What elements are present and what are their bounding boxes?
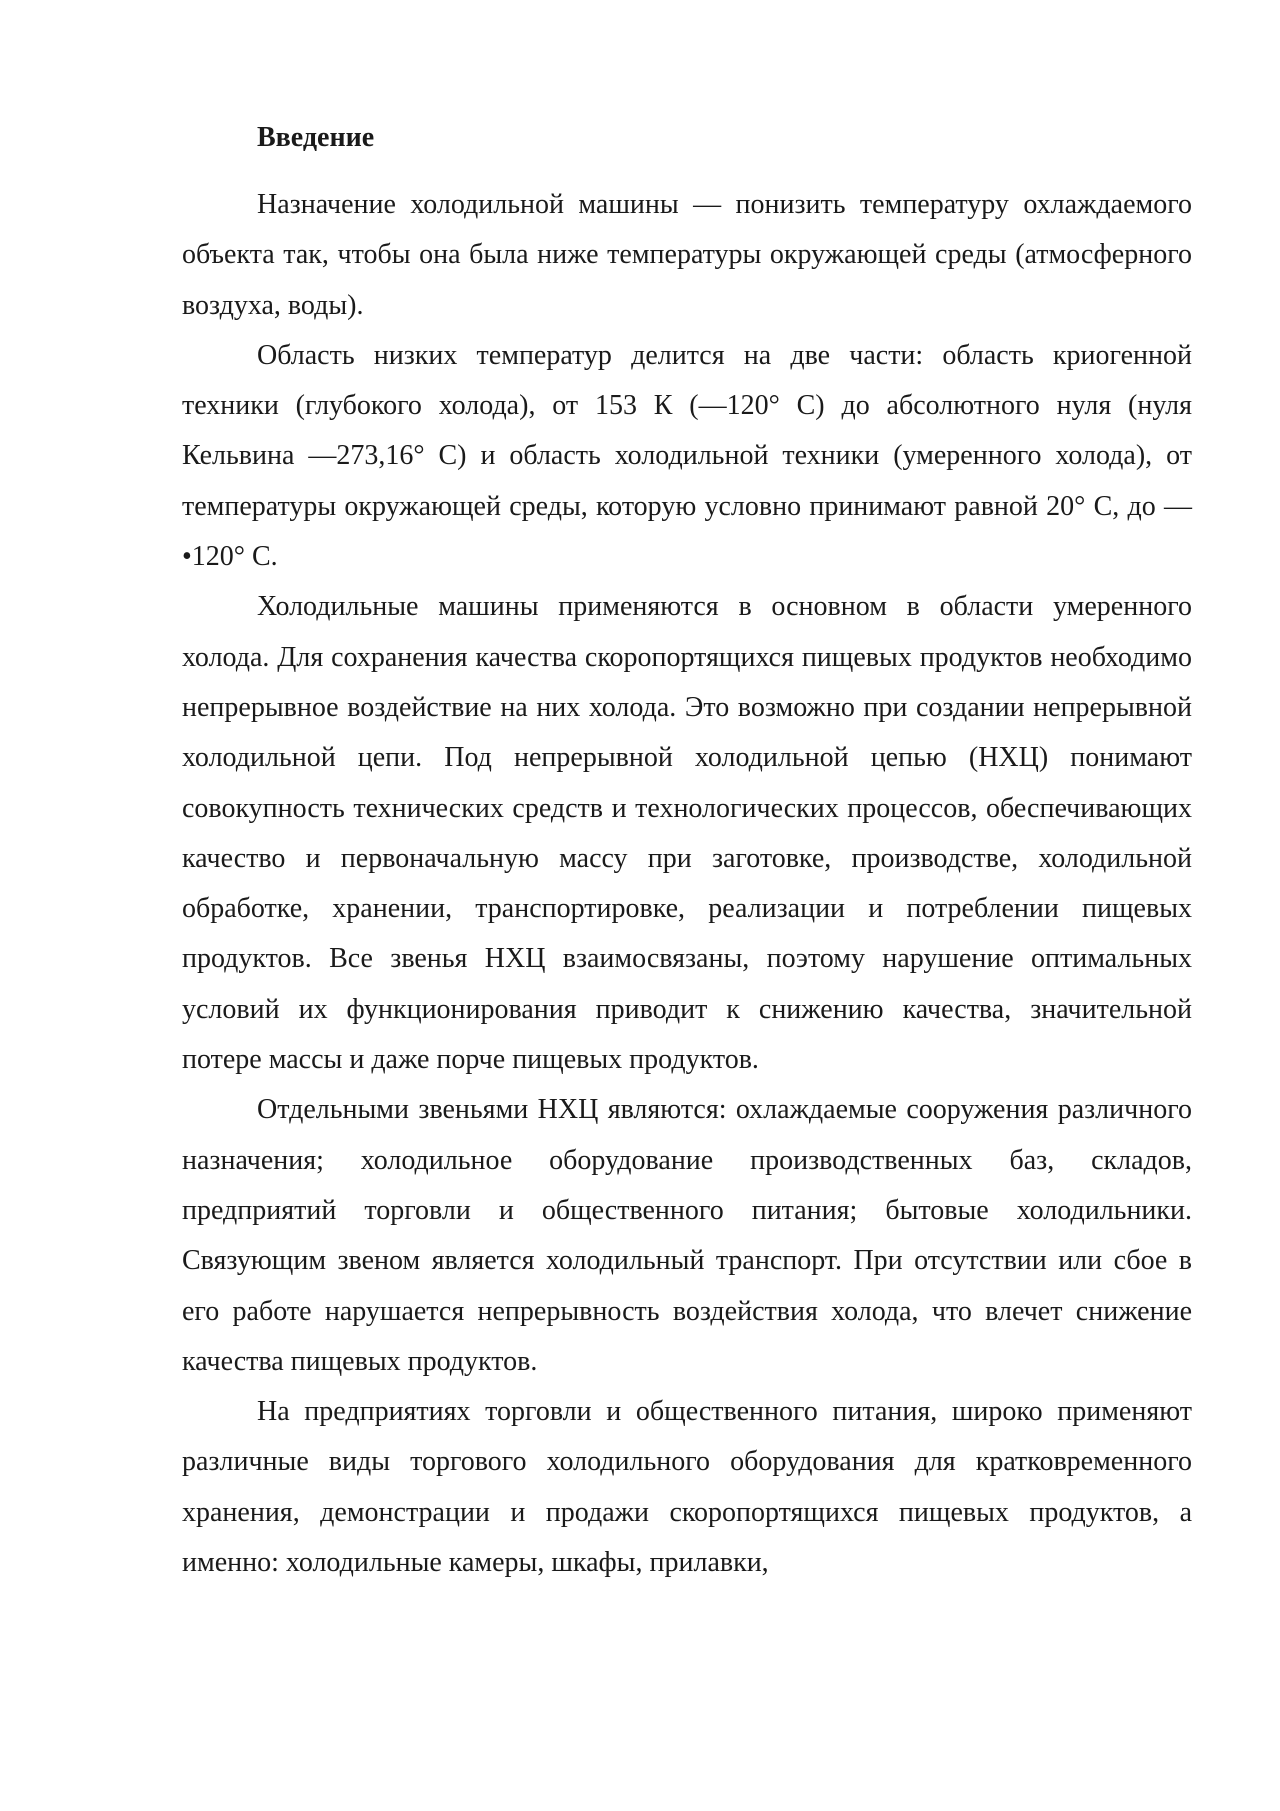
paragraph-commercial-equipment: На предприятиях торговли и общественного питания, широко применяют различные виды торгового холодильного оборудования для кратковременного хранения, демонстрации и продажи скоропортящихся пищевых продуктов, а именно: холодильные камеры, шкафы, прилавки, [182,1396,1192,1579]
paragraph-chain-links: Отдельными звеньями НХЦ являются: охлаждаемые сооружения различного назначения; холодильное оборудование производственных баз, складов, предприятий торговли и общественного питания; бытовые холодильники. Связующим звеном является холодильный транспорт. При отсутствии или сбое в его работе нарушается непрерывность воздействия холода, что влечет снижение качества пищевых продуктов. [182,1094,1192,1377]
document-body [182,118,1192,1588]
paragraph-temperature-ranges: Область низких температур делится на две части: область криогенной техники (глубокого холода), от 153 К (—120° С) до абсолютного нуля (нуля Кельвина —273,16° С) и область холодильной техники (умеренного холода), от температуры окружающей среды, которую условно принимают равной 20° С, до —•120° С. [182,339,1192,573]
paragraph-cold-chain: Холодильные машины применяются в основном в области умеренного холода. Для сохранения качества скоропортящихся пищевых продуктов необходимо непрерывное воздействие на них холода. Это возможно при создании непрерывной холодильной цепи. Под непрерывной холодильной цепью (НХЦ) понимают совокупность технических средств и технологических процессов, обеспечивающих качество и первоначальную массу при заготовке, производстве, холодильной обработке, хранении, транспортировке, реализации и потреблении пищевых продуктов. Все звенья НХЦ взаимосвязаны, поэтому нарушение оптимальных условий их функционирования приводит к снижению качества, значительной потере массы и даже порче пищевых продуктов. [182,591,1192,1076]
paragraph-purpose: Назначение холодильной машины — понизить температуру охлаждаемого объекта так, чтобы она была ниже температуры окружающей среды (атмосферного воздуха, воды). [182,189,1192,321]
section-heading: Введение [257,122,375,153]
